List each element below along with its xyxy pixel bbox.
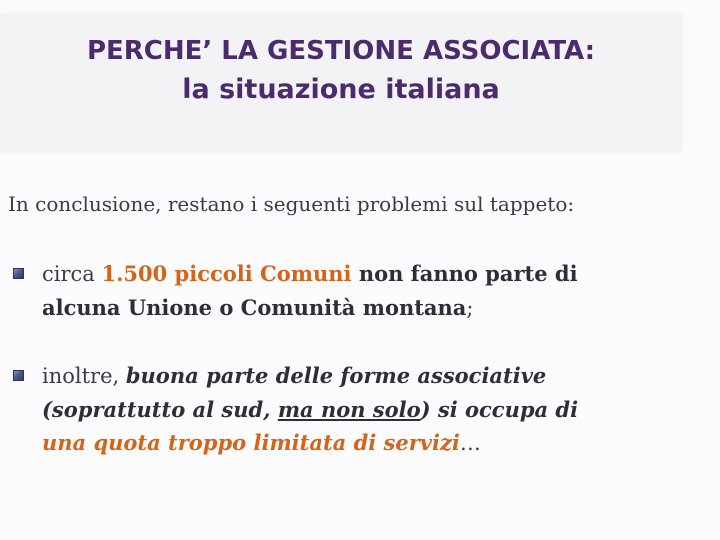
bullet-square-icon (13, 370, 24, 381)
bullet-item-1 (42, 257, 578, 325)
title-box (0, 14, 682, 152)
bullet-1-line-1 (42, 257, 578, 291)
bullet-1-end: ; (466, 296, 474, 320)
bullet-1-continuation: non fanno parte di (351, 261, 578, 286)
bullet-2-paren-open: (soprattutto al sud, (42, 397, 278, 422)
bullet-2-paren-close: ) si occupa di (420, 397, 579, 422)
bullet-2-ellipsis: … (459, 431, 481, 455)
bullet-1-line-2 (42, 291, 578, 325)
bullet-1-prefix: circa (42, 262, 102, 286)
slide-subtitle: la situazione italiana (182, 74, 500, 105)
bullet-item-2 (42, 359, 578, 460)
bullet-2-line-1 (42, 359, 578, 393)
bullet-2-underlined: ma non solo (277, 397, 421, 422)
intro-text: In conclusione, restano i seguenti problemi sul tappeto: (8, 192, 575, 216)
bullet-1-emphasis: alcuna Unione o Comunità montana (42, 295, 467, 320)
slide-title: PERCHE’ LA GESTIONE ASSOCIATA: (86, 36, 596, 66)
bullet-square-icon (13, 268, 24, 279)
bullet-2-emphasis: buona parte delle forme associative (125, 363, 547, 388)
bullet-2-highlight: una quota troppo limitata di servizi (42, 430, 460, 455)
bullet-2-line-2 (42, 393, 578, 426)
bullet-2-line-3 (42, 426, 578, 460)
bullet-1-highlight: 1.500 piccoli Comuni (101, 261, 352, 286)
bullet-2-prefix: inoltre, (42, 364, 126, 388)
